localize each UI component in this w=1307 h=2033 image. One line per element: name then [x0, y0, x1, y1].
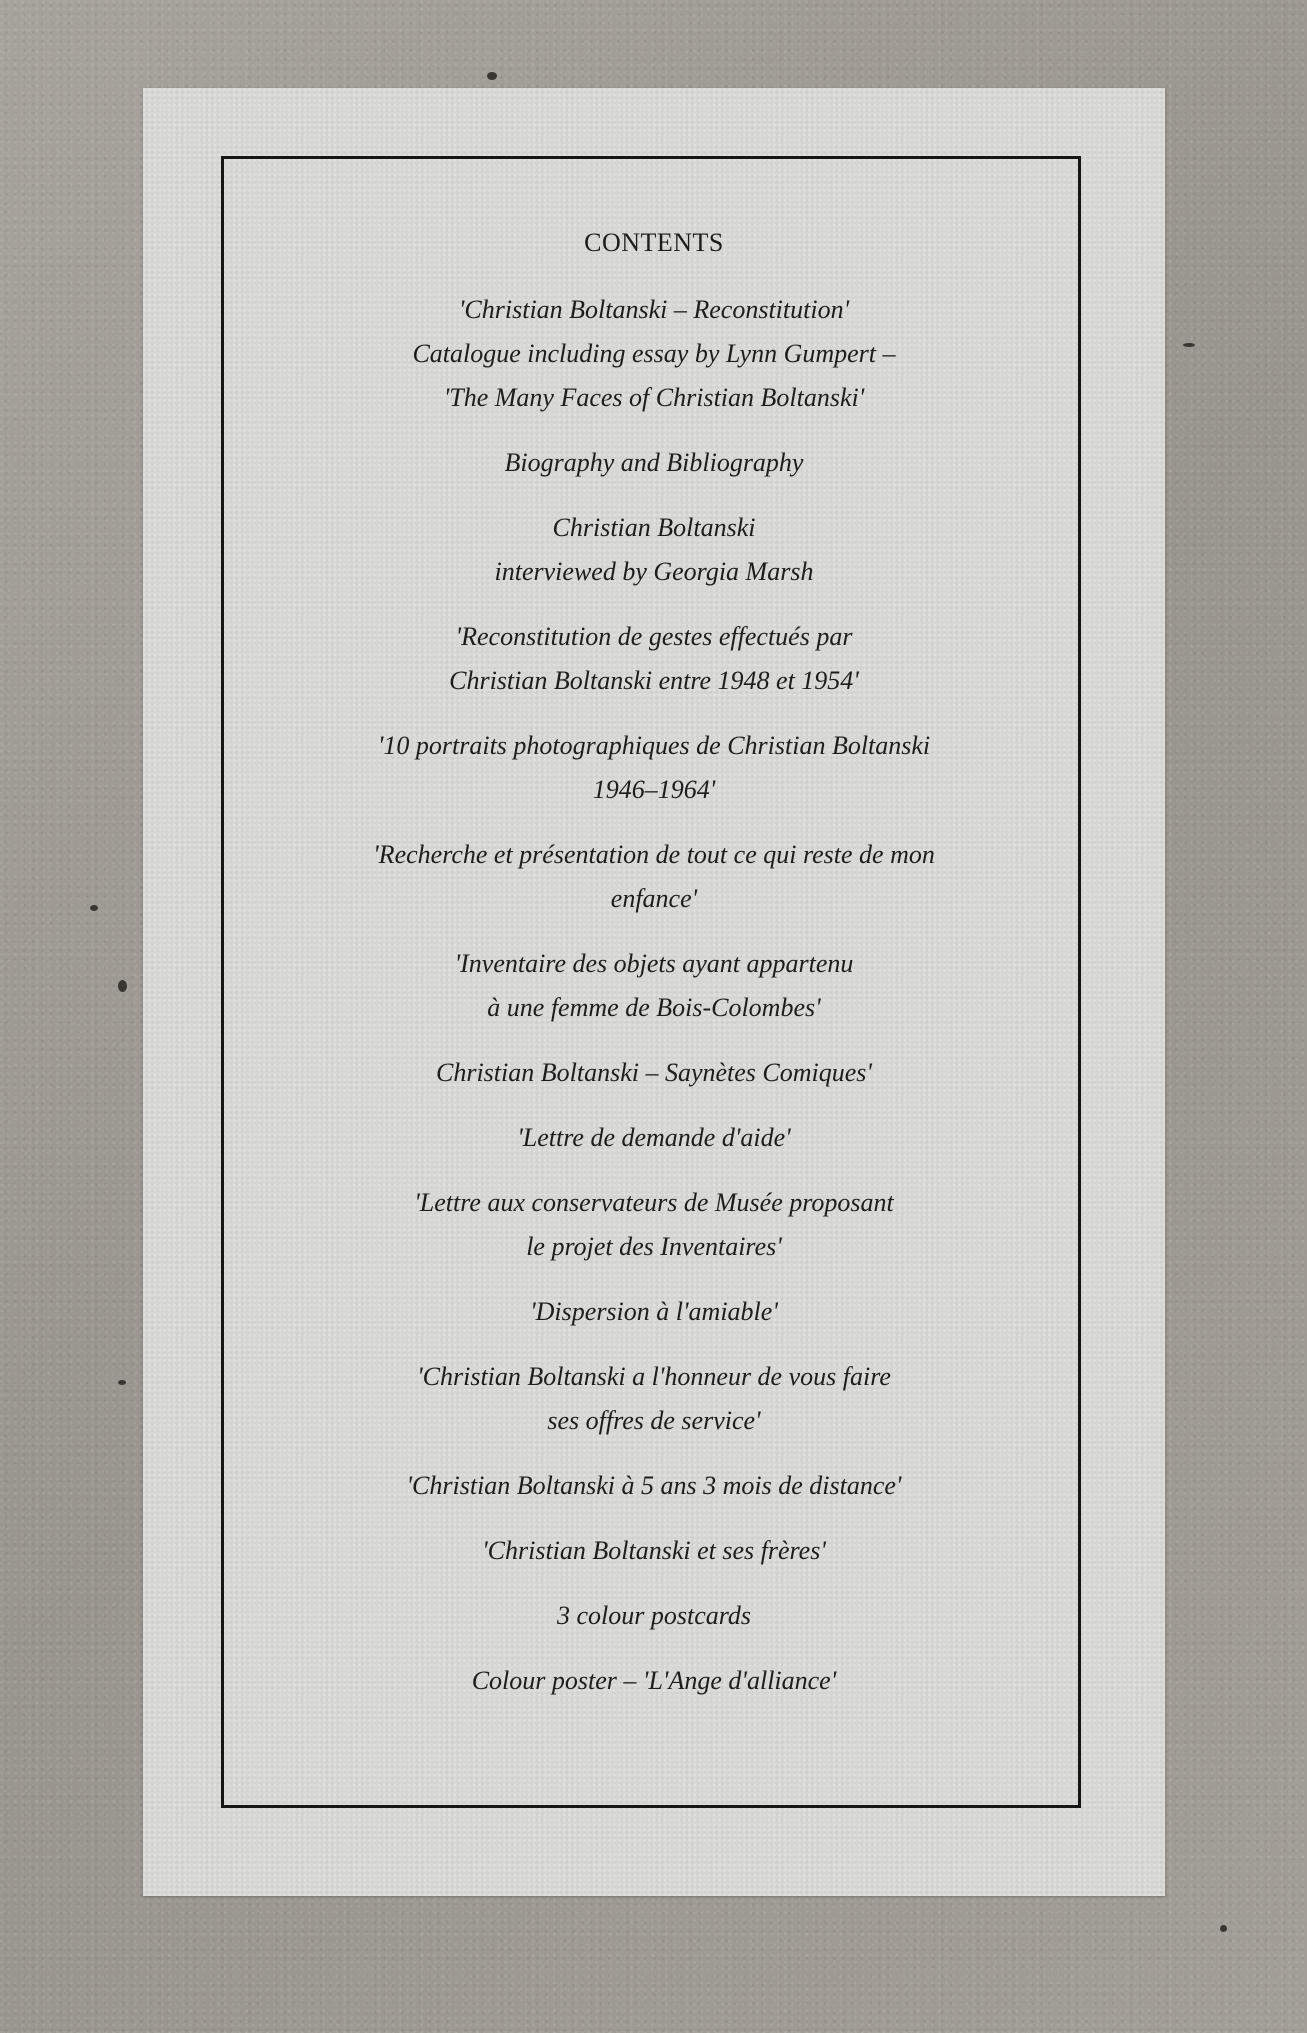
contents-entry — [143, 1594, 1165, 1638]
entry-line: enfance' — [610, 884, 698, 913]
entry-line: 'Lettre de demande d'aide' — [517, 1123, 791, 1152]
entry-line: 'Dispersion à l'amiable' — [530, 1297, 778, 1326]
entry-line: 'Christian Boltanski – Reconstitution' — [458, 295, 850, 324]
entry-line: 'Inventaire des objets ayant appartenu — [454, 949, 854, 978]
entry-line: à une femme de Bois-Colombes' — [487, 993, 821, 1022]
entry-line: 'Christian Boltanski a l'honneur de vous faire — [417, 1362, 891, 1391]
contents-entry — [143, 1051, 1165, 1095]
board-speck — [90, 905, 98, 911]
board-speck — [487, 72, 497, 80]
contents-entry — [143, 1659, 1165, 1703]
contents-entry — [143, 1290, 1165, 1334]
entry-line: Colour poster – 'L'Ange d'alliance' — [471, 1666, 837, 1695]
contents-list — [143, 228, 1165, 1724]
contents-entry — [143, 288, 1165, 420]
contents-entry — [143, 1116, 1165, 1160]
entry-line: interviewed by Georgia Marsh — [494, 557, 814, 586]
contents-card — [143, 88, 1165, 1896]
entry-line: Christian Boltanski entre 1948 et 1954' — [449, 666, 859, 695]
entry-line: 1946–1964' — [592, 775, 716, 804]
entry-line: Catalogue including essay by Lynn Gumpert – — [412, 339, 896, 368]
contents-heading: CONTENTS — [584, 228, 724, 257]
entry-line: Biography and Bibliography — [504, 448, 804, 477]
contents-entry — [143, 1181, 1165, 1269]
board-speck — [118, 1380, 126, 1385]
entry-line: 'Recherche et présentation de tout ce qui reste de mon — [373, 840, 935, 869]
entry-line: 3 colour postcards — [556, 1601, 752, 1630]
board-speck — [118, 980, 127, 992]
contents-entry — [143, 506, 1165, 594]
entry-line: 'Christian Boltanski à 5 ans 3 mois de distance' — [406, 1471, 902, 1500]
contents-entry — [143, 724, 1165, 812]
entry-line: ses offres de service' — [547, 1406, 761, 1435]
contents-entry — [143, 441, 1165, 485]
contents-entry — [143, 1529, 1165, 1573]
contents-entry — [143, 942, 1165, 1030]
entry-line: 'The Many Faces of Christian Boltanski' — [443, 383, 865, 412]
contents-entry — [143, 615, 1165, 703]
contents-entry — [143, 1464, 1165, 1508]
entry-line: Christian Boltanski – Saynètes Comiques' — [436, 1058, 872, 1087]
board-speck — [1183, 343, 1195, 347]
entry-line: 'Reconstitution de gestes effectués par — [455, 622, 853, 651]
entry-line: le projet des Inventaires' — [526, 1232, 782, 1261]
board-speck — [1220, 1925, 1227, 1932]
contents-entry — [143, 833, 1165, 921]
contents-entry — [143, 1355, 1165, 1443]
entry-line: '10 portraits photographiques de Christian Boltanski — [377, 731, 931, 760]
entry-line: 'Christian Boltanski et ses frères' — [482, 1536, 826, 1565]
entry-line: 'Lettre aux conservateurs de Musée proposant — [414, 1188, 894, 1217]
entry-line: Christian Boltanski — [552, 513, 756, 542]
